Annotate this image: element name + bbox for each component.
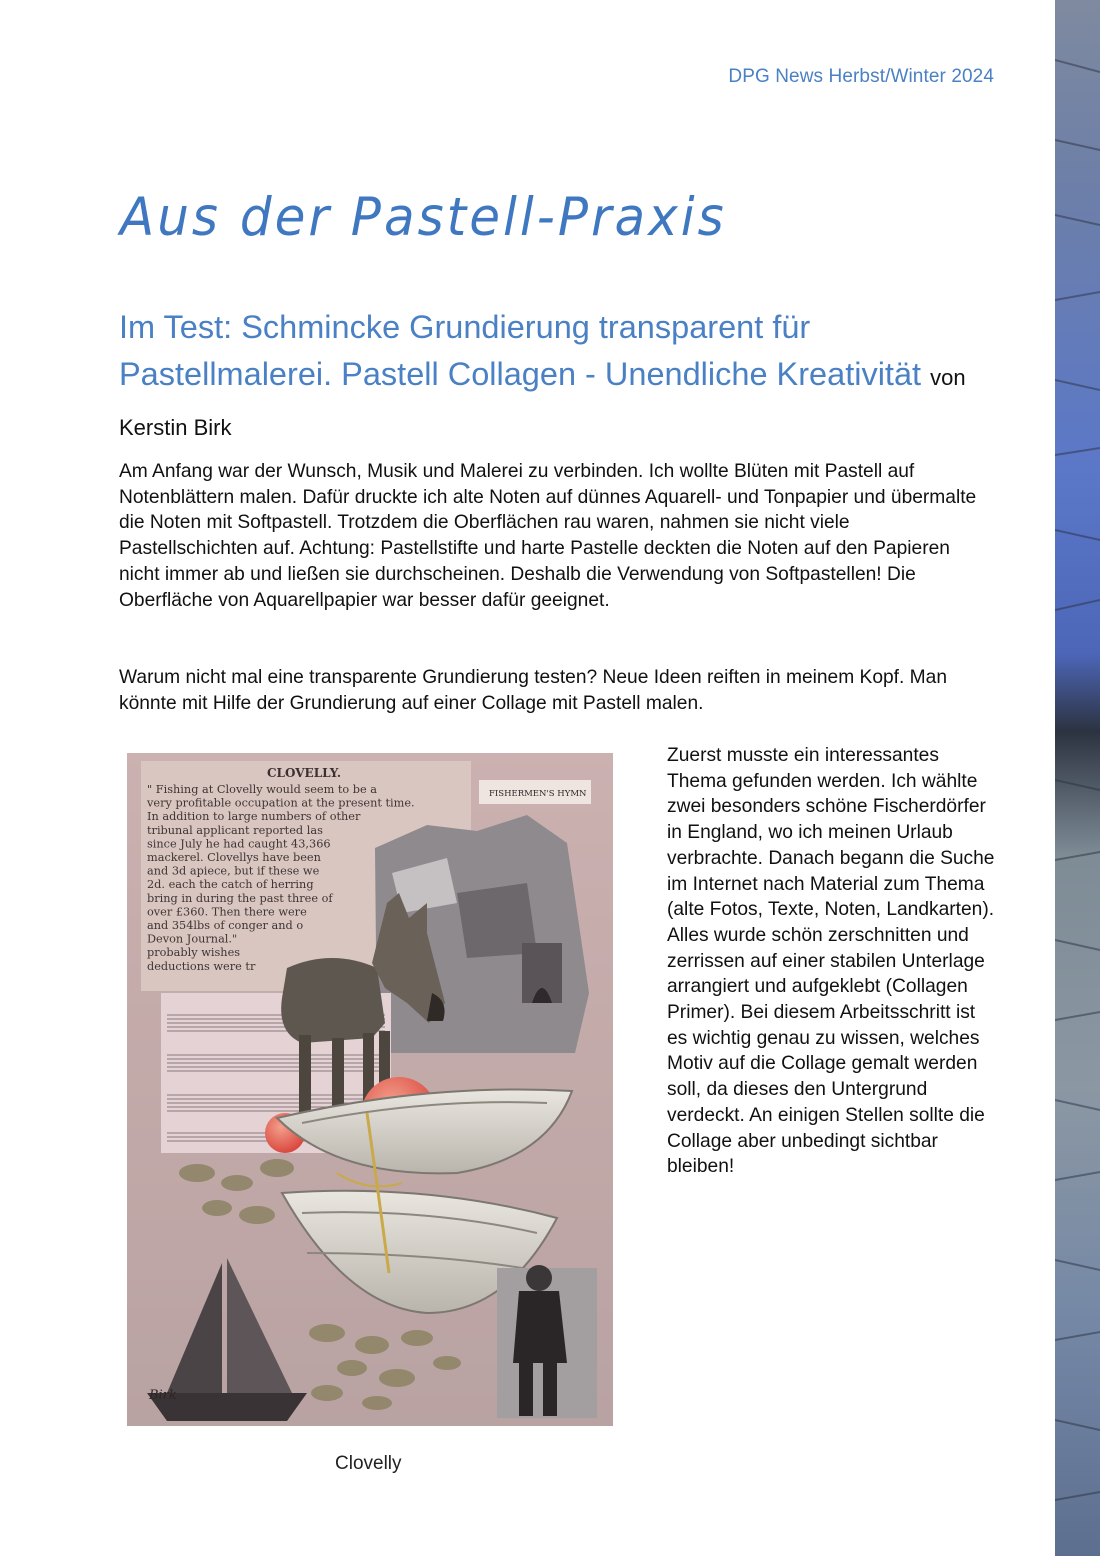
author-byline: von Kerstin Birk [119,365,966,440]
collage-text-line: very profitable occupation at the present time. [147,796,415,810]
collage-text-line: deductions were tr [147,959,256,973]
collage-text-line: Devon Journal." [147,932,238,946]
figure-caption: Clovelly [335,1453,402,1474]
pastel-sticks-border [1055,0,1100,1556]
collage-text-line: and 3d apiece, but if these we [147,864,320,878]
paragraph-1: Am Anfang war der Wunsch, Musik und Malerei zu verbinden. Ich wollte Blüten mit Pastell auf Notenblättern malen. Dafür druckte ich alte Noten auf dünnes Aquarell- und Tonpapier und übermalte die Noten mit Softpastell. Trotzdem die Oberflächen rau waren, nahmen sie nicht viele Pastellschichten auf. Achtung: Pastellstifte und harte Pastelle deckten die Noten auf den Papieren nicht immer ab und ließen sie durchscheinen. Deshalb die Verwendung von Softpastellen! Die Oberfläche von Aquarellpapier war besser dafür geeignet. [119,461,977,611]
section-title: Aus der Pastell-Praxis [120,186,727,248]
article-subtitle [119,304,999,451]
paragraph-2: Warum nicht mal eine transparente Grundierung testen? Neue Ideen reiften in meinem Kopf. Man könnte mit Hilfe der Grundierung auf einer Collage mit Pastell malen. [119,667,947,714]
collage-text-line: " Fishing at Clovelly would seem to be a [147,783,378,796]
fisherman-figure [497,1265,597,1418]
collage-text-line: since July he had caught 43,366 [147,837,331,851]
side-column-text: Zuerst musste ein interessantes Thema gefunden werden. Ich wählte zwei besonders schöne Fischerdörfer in England, wo ich meinen Urlaub verbrachte. Danach begann die Suche im Internet nach Material zum Thema (alte Fotos, Texte, Noten, Landkarten). Alles wurde schön zerschnitten und zerrissen auf einer stabilen Unterlage arrangiert und aufgeklebt (Collagen Primer). Bei diesem Arbeitsschritt ist es wichtig genau zu wissen, welches Motiv auf die Collage gemalt werden soll, da dieses den Untergrund verdeckt. An einigen Stellen sollte die Collage aber unbedingt sichtbar bleiben! [667,745,995,1178]
collage-label: FISHERMEN'S HYMN [489,789,587,799]
subtitle-text: Im Test: Schmincke Grundierung transparent für Pastellmalerei. Pastell Collagen - Unendliche Kreativität [119,309,922,392]
collage-text-line: bring in during the past three of [147,891,333,905]
collage-text-line: tribunal applicant reported las [147,823,323,837]
collage-text-line: over £360. Then there were [147,905,307,919]
collage-heading: CLOVELLY. [267,766,341,780]
collage-text-line: mackerel. Clovellys have been [147,851,321,864]
collage-image [127,753,613,1426]
issue-header: DPG News Herbst/Winter 2024 [728,66,994,87]
artist-signature: Birk [149,1388,177,1403]
collage-text-line: 2d. each the catch of herring [147,878,314,892]
collage-text-line: In addition to large numbers of other [147,810,361,824]
collage-text-line: probably wishes [147,946,241,960]
collage-text-line: and 354lbs of conger and o [147,919,304,932]
